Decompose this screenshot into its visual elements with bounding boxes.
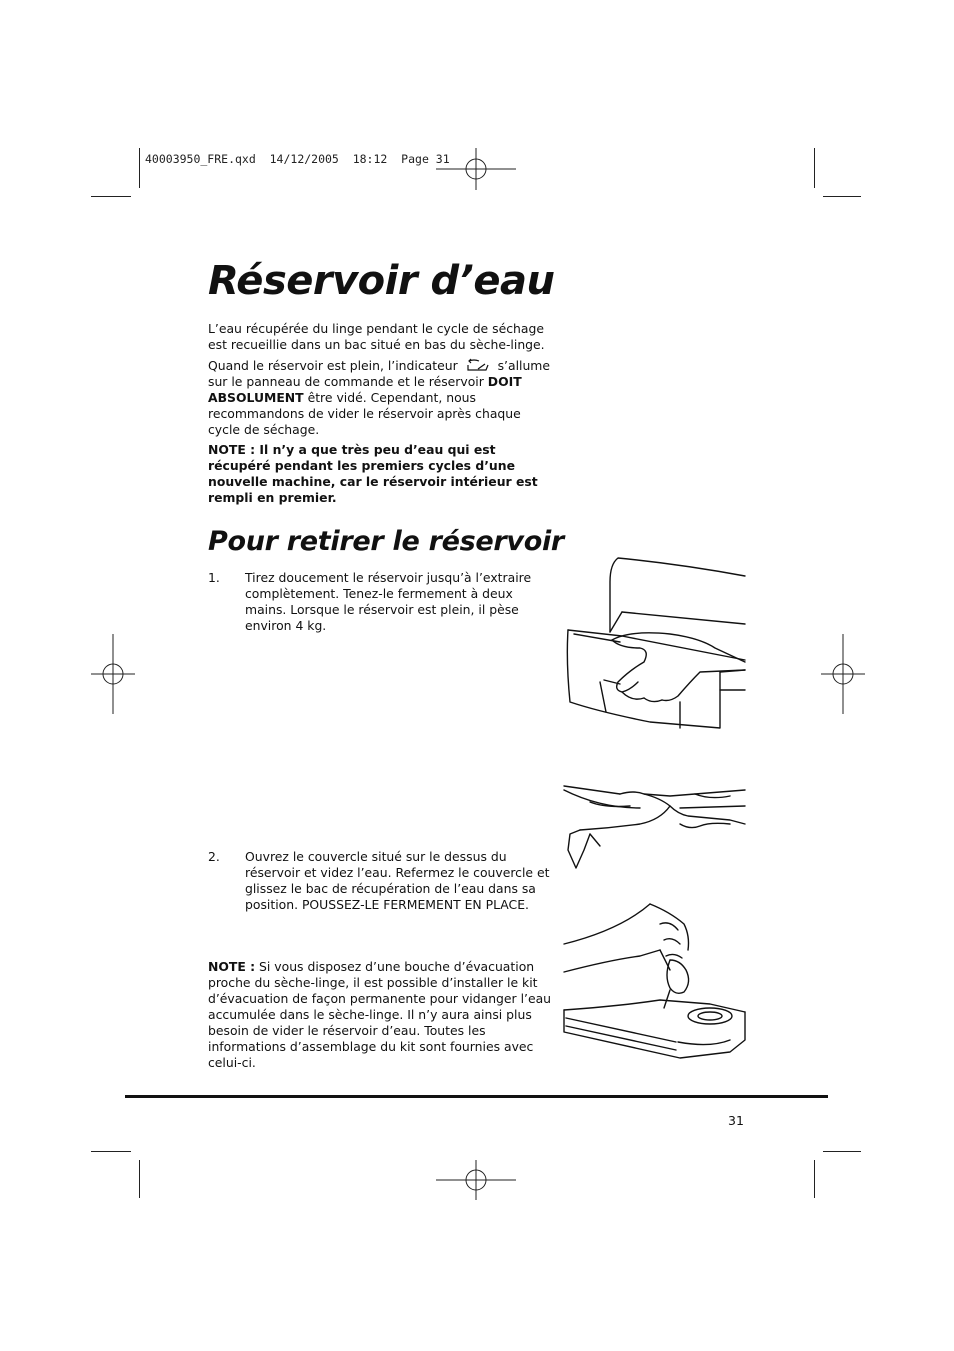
- footer-rule: [125, 1095, 828, 1098]
- step-1-text: Tirez doucement le réservoir jusqu’à l’extraire complètement. Tenez-le fermement à deux mains. Lorsque le réservoir est plein, il pèse environ 4 kg.: [245, 570, 532, 633]
- indicator-text-start: Quand le réservoir est plein, l’indicateur: [208, 358, 458, 373]
- intro-paragraph: L’eau récupérée du linge pendant le cycle de séchage est recueillie dans un bac situé en bas du sèche-linge.: [208, 321, 545, 352]
- first-cycles-note: NOTE : Il n’y a que très peu d’eau qui est récupéré pendant les premiers cycles d’une nouvelle machine, car le réservoir intérieur est rempli en premier.: [208, 442, 538, 505]
- step-2-text: Ouvrez le couvercle situé sur le dessus du réservoir et videz l’eau. Refermez le couvercle et glissez le bac de récupération de l’eau dans sa position. POUSSEZ-LE FERMEMENT EN PLACE.: [245, 849, 550, 912]
- drain-kit-note: [208, 959, 553, 1071]
- registration-mark-right: [821, 634, 865, 714]
- registration-mark-bottom: [436, 1160, 516, 1200]
- step-2-number: 2.: [208, 849, 220, 864]
- page-title: Réservoir d’eau: [208, 258, 555, 304]
- indicator-text-middle: s’allume sur le panneau de commande et le réservoir: [208, 358, 550, 389]
- print-header: 40003950_FRE.qxd 14/12/2005 18:12 Page 31: [145, 152, 450, 166]
- illustration-pull-tank: [560, 552, 750, 732]
- drain-kit-note-label: NOTE :: [208, 959, 256, 974]
- water-tank-indicator-icon: [466, 357, 490, 373]
- illustration-open-cover: [560, 780, 750, 875]
- illustration-empty-water: [560, 900, 750, 1075]
- indicator-paragraph: [208, 357, 553, 438]
- registration-mark-left: [91, 634, 135, 714]
- page-number: 31: [728, 1113, 744, 1128]
- drain-kit-note-text: Si vous disposez d’une bouche d’évacuation proche du sèche-linge, il est possible d’installer le kit d’évacuation de façon permanente pour vidanger l’eau accumulée dans le sèche-linge. Il n’y aura ainsi plus besoin de vider le réservoir d’eau. Toutes les informations d’assemblage du kit sont fournies avec celui-ci.: [208, 959, 552, 1070]
- step-1-number: 1.: [208, 570, 220, 585]
- section-title: Pour retirer le réservoir: [208, 526, 564, 557]
- indicator-text-end: être vidé. Cependant, nous recommandons de vider le réservoir après chaque cycle de séchage.: [208, 390, 521, 437]
- indicator-text-bold: DOIT ABSOLUMENT: [208, 374, 522, 405]
